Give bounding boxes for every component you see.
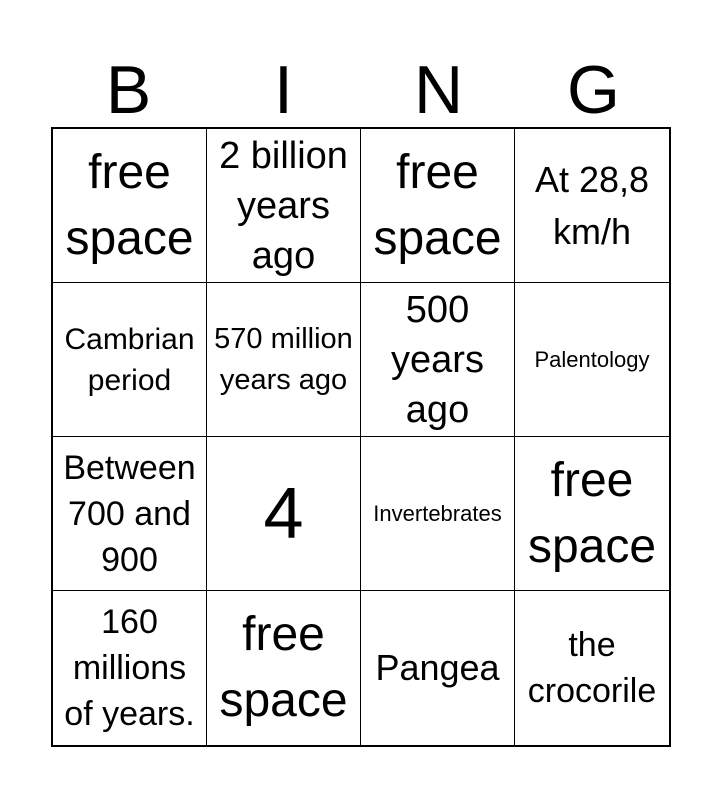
cell-text: 4: [263, 473, 304, 554]
bingo-cell[interactable]: [515, 129, 669, 283]
bingo-cell[interactable]: [361, 129, 515, 283]
cell-text: Invertebrates: [373, 500, 502, 526]
bingo-cell[interactable]: [53, 437, 207, 591]
cell-text: Cambrian period: [64, 322, 195, 397]
bingo-cell[interactable]: [207, 591, 361, 745]
bingo-cell[interactable]: [361, 283, 515, 437]
header-letter-i: I: [274, 52, 293, 128]
cell-text: 160 millions of years.: [64, 603, 195, 733]
cell-text: Palentology: [534, 346, 650, 372]
cell-text: Pangea: [375, 647, 500, 688]
header-letter-b: B: [105, 52, 152, 128]
bingo-cell[interactable]: [53, 129, 207, 283]
cell-text: the crocorile: [527, 626, 657, 710]
bingo-board: [51, 127, 671, 747]
cell-text: 570 million years ago: [214, 322, 353, 396]
bingo-header: [51, 52, 671, 128]
bingo-cell[interactable]: [207, 129, 361, 283]
cell-text: At 28,8 km/h: [534, 158, 650, 252]
cell-text: free space: [527, 453, 657, 573]
cell-text: 2 billion years ago: [219, 134, 348, 277]
bingo-cell[interactable]: [361, 591, 515, 745]
bingo-cell[interactable]: [515, 437, 669, 591]
cell-text: free space: [373, 145, 502, 265]
cell-text: Between 700 and 900: [63, 448, 196, 579]
cell-text: free space: [219, 608, 348, 727]
bingo-cell[interactable]: [53, 283, 207, 437]
bingo-cell[interactable]: [53, 591, 207, 745]
bingo-cell[interactable]: [515, 591, 669, 745]
bingo-cell[interactable]: [361, 437, 515, 591]
header-letter-g: G: [567, 52, 620, 128]
header-letter-n: N: [413, 52, 464, 128]
cell-text: 500 years ago: [391, 288, 484, 431]
cell-text: free space: [65, 145, 194, 265]
bingo-cell[interactable]: [207, 437, 361, 591]
bingo-cell[interactable]: [207, 283, 361, 437]
bingo-cell[interactable]: [515, 283, 669, 437]
